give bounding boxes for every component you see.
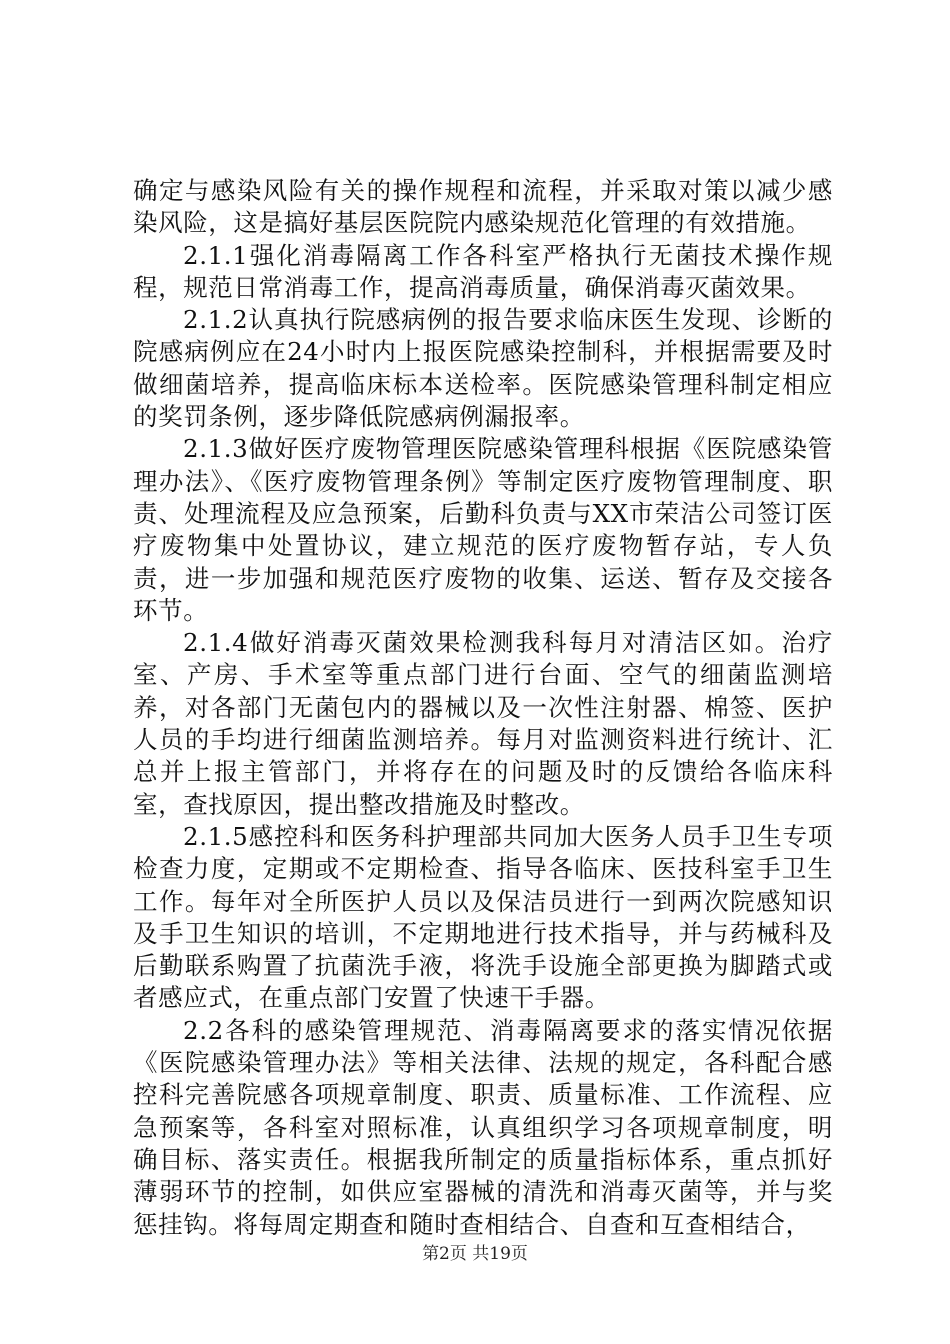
document-body xyxy=(133,175,833,1241)
paragraph-2-2: 2.2各科的感染管理规范、消毒隔离要求的落实情况依据《医院感染管理办法》等相关法律、法规的规定，各科配合感控科完善院感各项规章制度、职责、质量标准、工作流程、应急预案等，各科室对照标准，认真组织学习各项规章制度，明确目标、落实责任。根据我所制定的质量指标体系，重点抓好薄弱环节的控制，如供应室器械的清洗和消毒灭菌等，并与奖惩挂钩。将每周定期查和随时查相结合、自查和互查相结合， xyxy=(133,1015,833,1239)
paragraph-2-1-5: 2.1.5感控科和医务科护理部共同加大医务人员手卫生专项检查力度，定期或不定期检查、指导各临床、医技科室手卫生工作。每年对全所医护人员以及保洁员进行一到两次院感知识及手卫生知识的培训，不定期地进行技术指导，并与药械科及后勤联系购置了抗菌洗手液，将洗手设施全部更换为脚踏式或者感应式，在重点部门安置了快速干手器。 xyxy=(133,821,833,1013)
page-number-footer: 第2页 共19页 xyxy=(422,1244,528,1264)
paragraph-intro: 确定与感染风险有关的操作规程和流程，并采取对策以减少感染风险，这是搞好基层医院院内感染规范化管理的有效措施。 xyxy=(133,176,833,238)
paragraph-2-1-3: 2.1.3做好医疗废物管理医院感染管理科根据《医院感染管理办法》、《医疗废物管理条例》等制定医疗废物管理制度、职责、处理流程及应急预案，后勤科负责与XX市荣洁公司签订医疗废物集中处置协议，建立规范的医疗废物暂存站，专人负责，进一步加强和规范医疗废物的收集、运送、暂存及交接各环节。 xyxy=(133,434,833,625)
paragraph-2-1-4: 2.1.4做好消毒灭菌效果检测我科每月对清洁区如。治疗室、产房、手术室等重点部门进行台面、空气的细菌监测培养，对各部门无菌包内的器械以及一次性注射器、棉签、医护人员的手均进行细菌监测培养。每月对监测资料进行统计、汇总并上报主管部门，并将存在的问题及时的反馈给各临床科室，查找原因，提出整改措施及时整改。 xyxy=(133,628,833,819)
paragraph-2-1-1: 2.1.1强化消毒隔离工作各科室严格执行无菌技术操作规程，规范日常消毒工作，提高消毒质量，确保消毒灭菌效果。 xyxy=(133,240,833,302)
paragraph-2-1-2: 2.1.2认真执行院感病例的报告要求临床医生发现、诊断的院感病例应在24小时内上报医院感染控制科，并根据需要及时做细菌培养，提高临床标本送检率。医院感染管理科制定相应的奖罚条例，逐步降低院感病例漏报率。 xyxy=(133,305,833,432)
